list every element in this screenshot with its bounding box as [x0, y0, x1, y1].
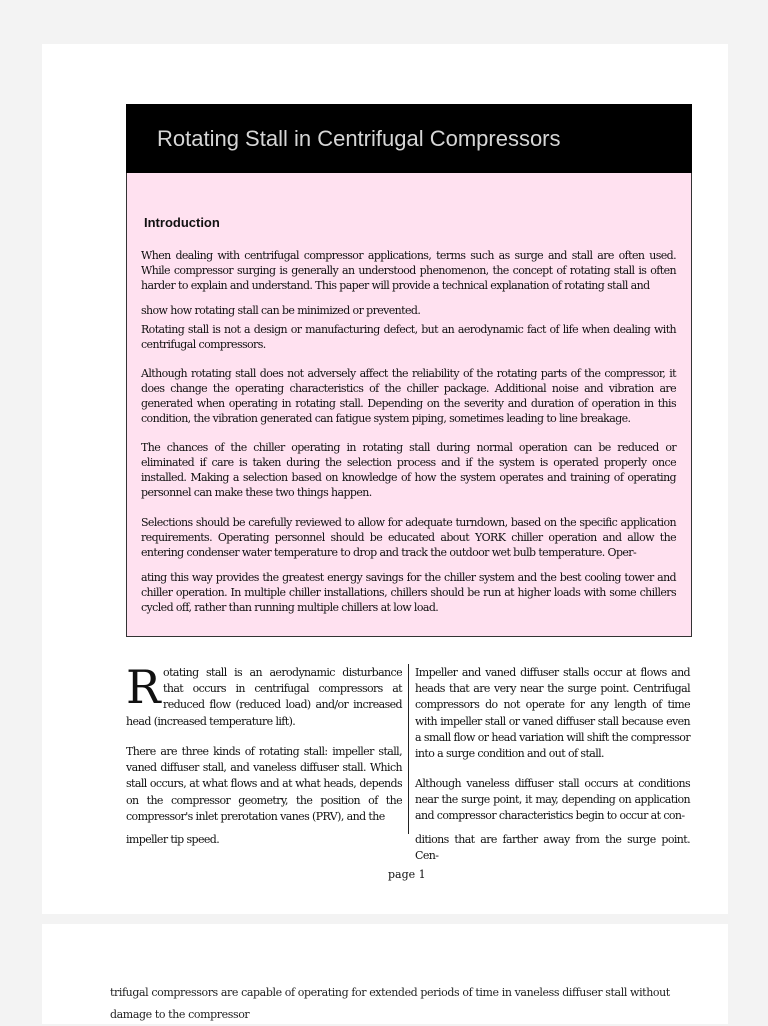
page-number: page 1 — [388, 868, 426, 881]
column-divider — [408, 664, 409, 834]
left-column-paragraph — [126, 660, 402, 730]
right-column-paragraph: ditions that are farther away from the surge point. Cen- — [415, 833, 690, 863]
drop-cap: R — [126, 660, 161, 714]
intro-paragraph: ating this way provides the greatest energy savings for the chiller system and the best cooling tower and chiller operation. In multiple chiller installations, chillers should be run at higher loads with some chillers cycled off, rather than running multiple chillers at low load. — [141, 571, 676, 614]
document-title: Rotating Stall in Centrifugal Compressors — [126, 104, 692, 173]
left-column-paragraph: There are three kinds of rotating stall: impeller stall, vaned diffuser stall, and vaneless diffuser stall. Which stall occurs, at what flows and at what heads, depends on the compressor geometry, the position of the compressor's inlet prerotation vanes (PRV), and the — [126, 745, 402, 823]
right-column-paragraph: Impeller and vaned diffuser stalls occur at flows and heads that are very near the surge point. Centrifugal compressors do not operate for any length of time with impeller stall or vaned diffuser stall because even a small flow or head variation will shift the compressor into a surge condition and out of stall. — [415, 666, 690, 761]
intro-paragraph: When dealing with centrifugal compressor applications, terms such as surge and stall are often used. While compressor surging is generally an understood phenomenon, the concept of rotating stall is often harder to explain and understand. This paper will provide a technical explanation of rotating stall and — [141, 249, 676, 292]
next-page-text-fragment: trifugal compressors are capable of operating for extended periods of time in vaneless diffuser stall without damage to the compressor — [110, 986, 670, 1021]
intro-paragraph: Although rotating stall does not adversely affect the reliability of the rotating parts of the compressor, it does change the operating characteristics of the chiller package. Additional noise and vibration are generated when operating in rotating stall. Depending on the severity and duration of operation in this condition, the vibration generated can fatigue system piping, sometimes leading to line breakage. — [141, 367, 676, 425]
intro-paragraph: Selections should be carefully reviewed to allow for adequate turndown, based on the specific application requirements. Operating personnel should be educated about YORK chiller operation and allow the entering condenser water temperature to drop and track the outdoor wet bulb temperature. Oper- — [141, 516, 676, 559]
introduction-heading: Introduction — [144, 215, 220, 230]
right-column-paragraph: Although vaneless diffuser stall occurs at conditions near the surge point, it may, depending on application and compressor characteristics begin to occur at con- — [415, 777, 690, 823]
left-column-paragraph: impeller tip speed. — [126, 833, 220, 846]
intro-paragraph: Rotating stall is not a design or manufacturing defect, but an aerodynamic fact of life when dealing with centrifugal compressors. — [141, 323, 676, 351]
left-column-text: otating stall is an aerodynamic disturbance that occurs in centrifugal compressors at reduced flow (reduced load) and/or increased head (increased temperature lift). — [126, 666, 402, 728]
intro-paragraph: The chances of the chiller operating in rotating stall during normal operation can be reduced or eliminated if care is taken during the selection process and if the system is operated properly once installed. Making a selection based on knowledge of how the system operates and training of operating personnel can make these two things happen. — [141, 441, 676, 499]
intro-paragraph: show how rotating stall can be minimized or prevented. — [141, 304, 421, 317]
